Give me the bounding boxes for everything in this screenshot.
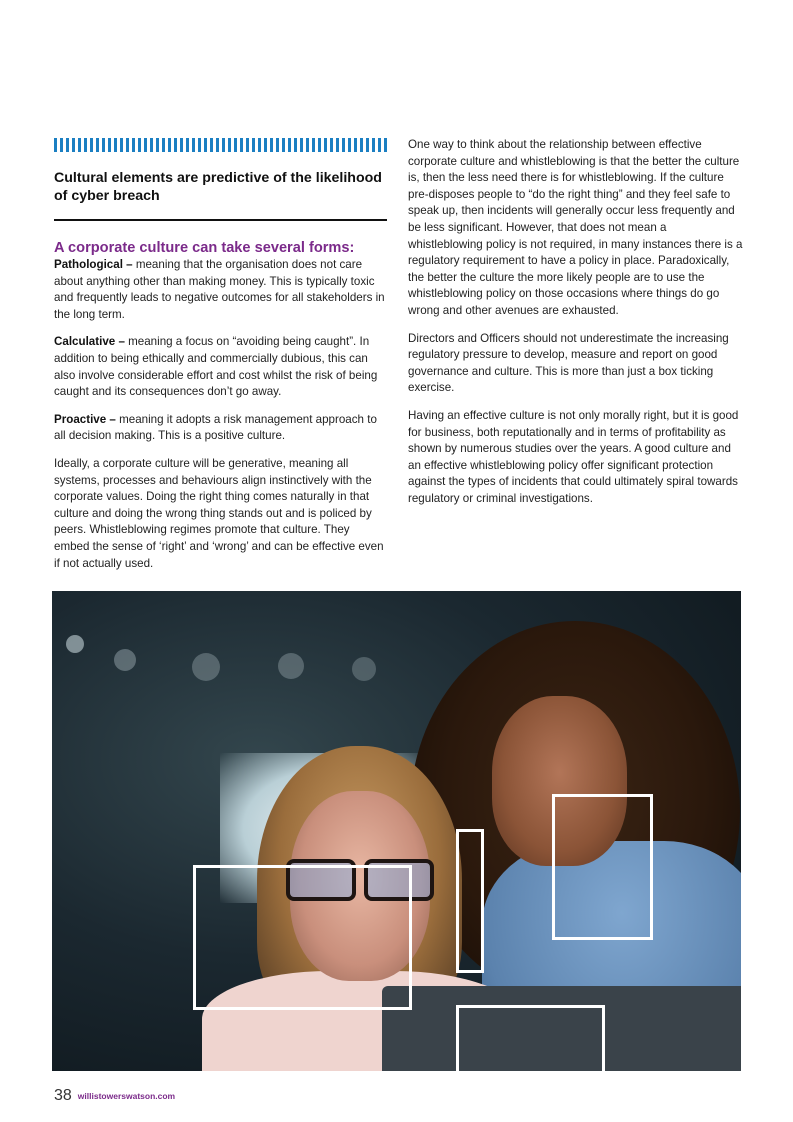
generative-paragraph: Ideally, a corporate culture will be generative, meaning all systems, processes and behaviours align instinctively with the corporate values. Doing the right thing comes naturally in that culture and doing the wrong thing stands out and is policed by peers. Whistleblowing regimes promote that culture. They embed the sense of ‘right’ and ‘wrong’ and can be effective even if not actually used. [54,456,384,570]
effective-culture-paragraph: Having an effective culture is not only morally right, but it is good for business, both reputationally and in terms of profitability as shown by numerous studies over the years. A good culture and an effective whistleblowing policy offer significant protection against the types of incidents that could ultimately spiral towards regulatory or criminal investigations. [408,408,739,505]
calculative-term: Calculative – [54,335,125,349]
proactive-term: Proactive – [54,412,116,426]
right-column [408,137,743,518]
page-number: 38 [54,1087,72,1104]
left-column [54,138,387,583]
bokeh-light [192,653,220,681]
proactive-paragraph [54,412,387,445]
bokeh-light [66,635,84,653]
pathological-paragraph [54,257,387,323]
calculative-text: meaning a focus on “avoiding being caught”. In addition to being ethically and commercially dubious, this can also involve considerable effort and cost whilst the risk of being caught and its consequences don’t go away. [54,335,378,399]
subheading: A corporate culture can take several forms: [54,240,355,256]
website-link[interactable]: willistowerswatson.com [77,1091,176,1101]
heading-divider [54,219,387,221]
decorative-dashed-rule [54,138,387,152]
directors-paragraph: Directors and Officers should not underestimate the increasing regulatory pressure to develop, measure and report on good governance and culture. This is more than just a box ticking exercise. [408,331,729,395]
face-frame-left [193,865,412,1010]
pathological-term: Pathological – [54,258,133,271]
face-frame-narrow [456,829,484,973]
bokeh-light [114,649,136,671]
bokeh-light [352,657,376,681]
whistleblowing-paragraph: One way to think about the relationship between effective corporate culture and whistleblowing is that the better the culture is, then the less need there is for whistleblowing. If the culture pre-disposes people to “do the right thing” and they feel safe to speak up, then incidents will generally occur less frequently and be less significant. However, that does not mean a whistleblowing policy is not required, in many instances there is a regulatory requirement to have a policy in place. Paradoxically, the better the culture the more likely people are to use the whistleblowing policy on those occasions where things do go wrong and other avenues are exhausted. [408,138,743,317]
calculative-paragraph [54,334,387,400]
face-frame-bottom [456,1005,605,1071]
proactive-text: meaning it adopts a risk management approach to all decision making. This is a positive culture. [54,412,377,443]
face-frame-right [552,794,653,940]
section-heading: Cultural elements are predictive of the likelihood of cyber breach [54,170,382,204]
office-photo [52,591,741,1071]
page-footer [54,1087,175,1105]
pathological-text: meaning that the organisation does not care about anything other than making money. This is typically toxic and frequently leads to negative outcomes for all stakeholders in the long term. [54,258,385,321]
bokeh-light [278,653,304,679]
